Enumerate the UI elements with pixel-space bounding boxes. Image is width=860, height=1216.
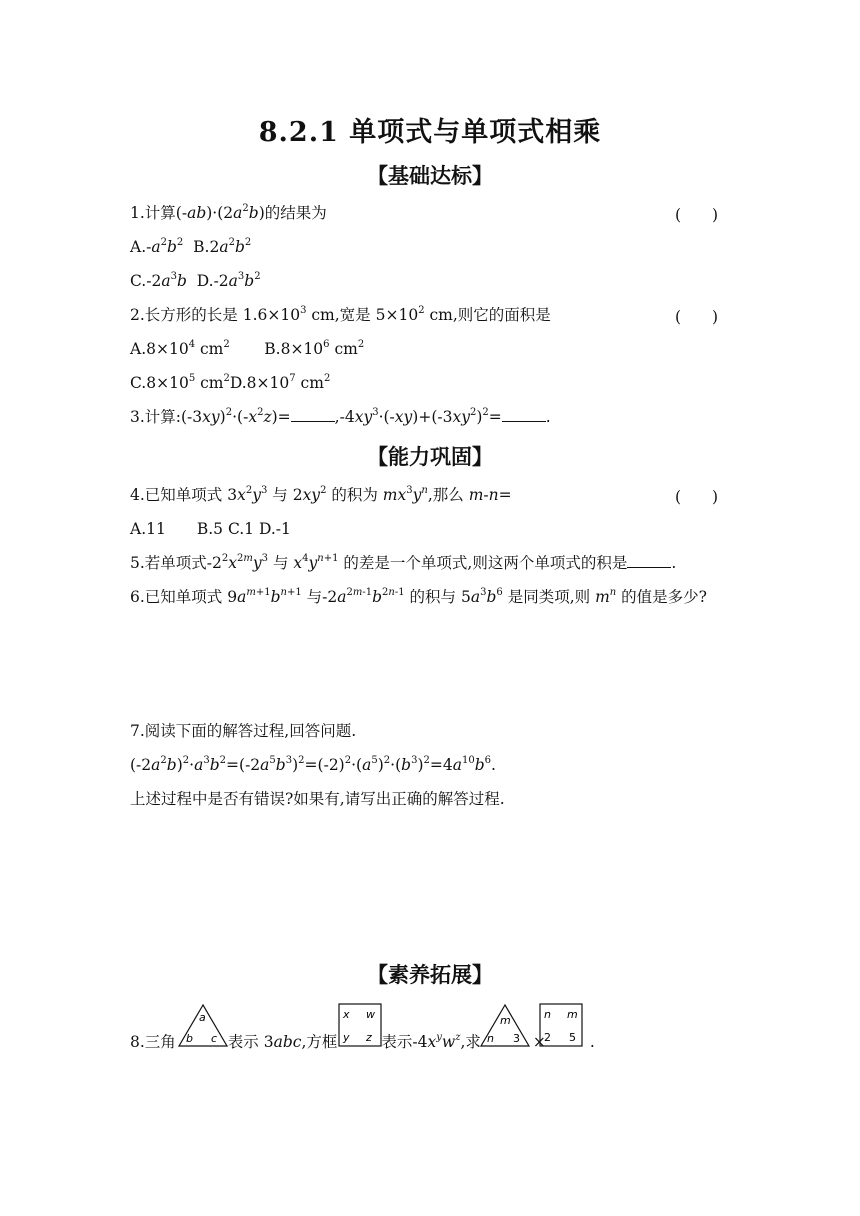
answer-blank[interactable] [291, 409, 335, 422]
answer-paren-4: ( ) [675, 488, 719, 506]
question-5: 5.若单项式$-2^2x^{2m}y^3$ 与 $x^4y^{n+1}$ 的差是一个单项式,则这两个单项式的积是 . [130, 553, 677, 572]
question-4-options: A.11 B.5 C.1 D.-1 [130, 520, 291, 538]
question-2: 2.长方形的长是 $1.6\times 10^3$ cm,宽是 $5\times 10^2$ cm,则它的面积是 [130, 305, 551, 324]
answer-paren-2: ( ) [675, 308, 719, 326]
answer-blank[interactable] [627, 555, 671, 568]
section-ability: 【能力巩固】 [367, 444, 493, 469]
box-top-left-label: n [544, 1008, 551, 1021]
box-figure-xwyz [338, 1003, 382, 1051]
question-3: 3.计算$:(-3xy)^2\cdot(-x^2z)= ,-4xy^3\cdot(-xy)+(-3xy^2)^2=$ . [130, 407, 551, 426]
question-1-options-cd: $C.-2a^3b$ $D.-2a^3b^2$ [130, 271, 261, 290]
box-figure-nm25 [539, 1003, 583, 1051]
question-7-process: $(-2a^2b)^2\cdot a^3b^2=(-2a^5b^3)^2=(-2)^2\cdot(a^5)^2\cdot(b^3)^2=4a^{10}b^6$. [130, 755, 496, 774]
box-top-left-label: x [343, 1008, 350, 1021]
answer-blank[interactable] [502, 409, 546, 422]
section-literacy: 【素养拓展】 [367, 962, 493, 987]
triangle-right-label: 3 [513, 1032, 520, 1045]
triangle-right-label: c [211, 1032, 218, 1045]
question-7: 7.阅读下面的解答过程,回答问题. [130, 722, 357, 740]
triangle-figure-abc [177, 1003, 229, 1051]
box-bottom-left-label: y [343, 1031, 350, 1044]
question-8: 8.三角 表示 3abc,方框 表示$-4x^yw^z$,求 × . [130, 1032, 595, 1051]
question-1-options-ab: $A.-a^2b^2$ $B.2a^2b^2$ [130, 237, 252, 256]
question-4: 4.已知单项式 $3x^2y^3$ 与 $2xy^2$ 的积为 $mx^3y^n$,那么 m-n= [130, 485, 512, 504]
section-basic: 【基础达标】 [367, 163, 493, 188]
triangle-left-label: n [487, 1032, 494, 1045]
page-title: 8.2.1 单项式与单项式相乘 [258, 117, 602, 148]
triangle-left-label: b [186, 1032, 193, 1045]
box-top-right-label: w [366, 1008, 375, 1021]
question-7-prompt: 上述过程中是否有错误?如果有,请写出正确的解答过程. [130, 790, 505, 808]
triangle-top-label: m [500, 1014, 511, 1027]
question-2-options-ab: $A.8\times 10^4$ $cm^2$ $B.8\times 10^6$ $cm^2$ [130, 339, 365, 358]
triangle-top-label: a [199, 1011, 206, 1024]
box-top-right-label: m [567, 1008, 578, 1021]
box-bottom-left-label: 2 [544, 1031, 551, 1044]
box-bottom-right-label: 5 [569, 1031, 576, 1044]
question-2-options-cd: $C.8\times 10^5$ $cm^2D.8\times 10^7$ $cm^2$ [130, 373, 331, 392]
question-6: 6.已知单项式 $9a^{m+1}b^{n+1}$ 与$-2a^{2m-1}b^{2n-1}$ 的积与 $5a^3b^6$ 是同类项,则 $m^n$ 的值是多少? [130, 587, 707, 606]
answer-paren-1: ( ) [675, 206, 719, 224]
triangle-figure-mn3 [479, 1003, 531, 1051]
question-1: 1.计算$(-ab)\cdot(2a^2b)$的结果为 [130, 203, 327, 222]
box-bottom-right-label: z [366, 1031, 372, 1044]
